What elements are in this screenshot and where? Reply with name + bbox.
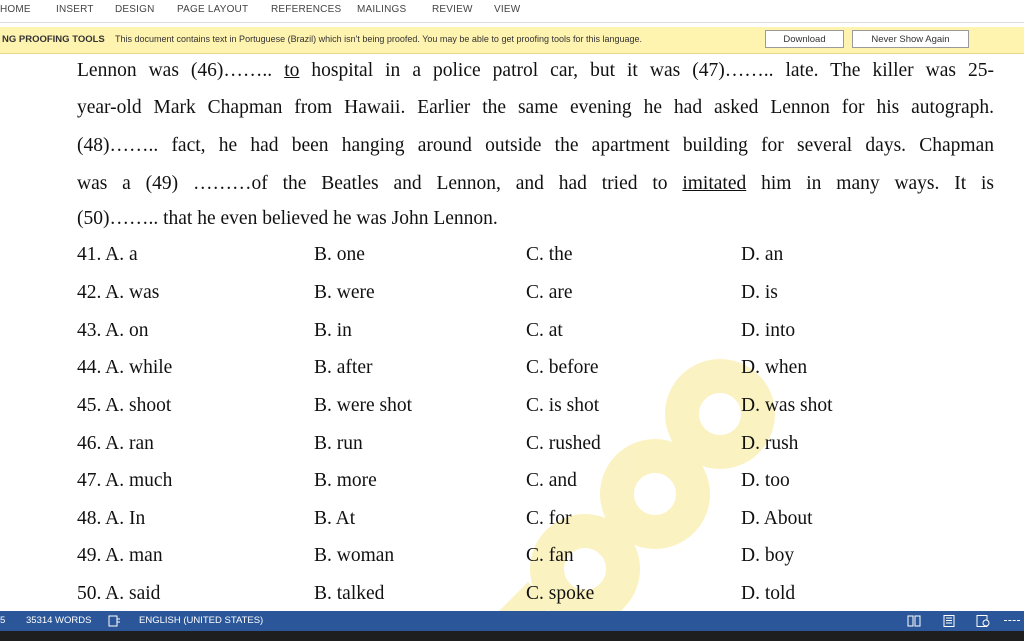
proofing-infobar <box>0 27 1024 54</box>
page-indicator[interactable]: 5 <box>0 615 6 626</box>
option-a: 49. A. man <box>77 545 163 566</box>
tab-review[interactable]: REVIEW <box>432 4 473 15</box>
infobar-title: NG PROOFING TOOLS <box>2 34 105 45</box>
tab-view[interactable]: VIEW <box>494 4 521 15</box>
option-c: C. fan <box>526 545 574 566</box>
never-show-again-button[interactable]: Never Show Again <box>852 30 969 48</box>
option-b: B. more <box>314 470 377 491</box>
option-a: 50. A. said <box>77 583 161 604</box>
option-c: C. before <box>526 357 599 378</box>
tab-page-layout[interactable]: PAGE LAYOUT <box>177 4 249 15</box>
option-d: D. when <box>741 357 808 378</box>
passage-line-1: Lennon was (46)…….. to hospital in a police patrol car, but it was (47)…….. late. The killer was 25- <box>77 60 994 81</box>
option-a: 43. A. on <box>77 320 149 341</box>
option-a: 44. A. while <box>77 357 173 378</box>
tab-mailings[interactable]: MAILINGS <box>357 4 407 15</box>
question-row-43 <box>77 320 997 350</box>
question-row-48 <box>77 508 997 538</box>
option-a: 47. A. much <box>77 470 173 491</box>
passage-line-2: year-old Mark Chapman from Hawaii. Earlier the same evening he had asked Lennon for his autograph. <box>77 97 994 118</box>
option-d: D. an <box>741 244 784 265</box>
option-d: D. boy <box>741 545 795 566</box>
question-row-41 <box>77 244 997 274</box>
option-d: D. was shot <box>741 395 833 416</box>
question-row-50 <box>77 583 997 611</box>
passage-line-5: (50)…….. that he even believed he was John Lennon. <box>77 208 498 229</box>
tab-references[interactable]: REFERENCES <box>271 4 342 15</box>
option-a: 46. A. ran <box>77 433 154 454</box>
taskbar-edge <box>0 631 1024 641</box>
option-b: B. were <box>314 282 375 303</box>
option-c: C. and <box>526 470 577 491</box>
word-count[interactable]: 35314 WORDS <box>26 615 92 626</box>
option-c: C. is shot <box>526 395 600 416</box>
option-b: B. one <box>314 244 365 265</box>
option-d: D. is <box>741 282 778 303</box>
option-d: D. too <box>741 470 790 491</box>
proofing-icon[interactable] <box>108 615 121 627</box>
option-b: B. woman <box>314 545 395 566</box>
download-button[interactable]: Download <box>765 30 844 48</box>
option-c: C. for <box>526 508 572 529</box>
question-row-49 <box>77 545 997 575</box>
option-a: 41. A. a <box>77 244 138 265</box>
option-b: B. were shot <box>314 395 413 416</box>
option-b: B. after <box>314 357 373 378</box>
option-c: C. are <box>526 282 573 303</box>
tab-insert[interactable]: INSERT <box>56 4 94 15</box>
option-d: D. told <box>741 583 796 604</box>
option-c: C. rushed <box>526 433 601 454</box>
option-d: D. rush <box>741 433 799 454</box>
question-row-44 <box>77 357 997 387</box>
language-indicator[interactable]: ENGLISH (UNITED STATES) <box>139 615 264 626</box>
option-a: 45. A. shoot <box>77 395 172 416</box>
option-c: C. the <box>526 244 573 265</box>
option-c: C. at <box>526 320 563 341</box>
ribbon-tabs <box>0 0 1024 23</box>
infobar-message: This document contains text in Portuguese (Brazil) which isn't being proofed. You may be able to get proofing tools for this language. <box>115 34 643 44</box>
passage-line-3: (48)…….. fact, he had been hanging around outside the apartment building for several days. Chapman <box>77 135 994 156</box>
option-b: B. in <box>314 320 352 341</box>
option-d: D. About <box>741 508 813 529</box>
option-b: B. At <box>314 508 356 529</box>
option-c: C. spoke <box>526 583 595 604</box>
tab-design[interactable]: DESIGN <box>115 4 155 15</box>
option-a: 42. A. was <box>77 282 160 303</box>
option-b: B. run <box>314 433 363 454</box>
passage-line-4: was a (49) ………of the Beatles and Lennon, and had tried to imitated him in many ways. It is <box>77 173 994 194</box>
question-row-45 <box>77 395 997 425</box>
zoom-slider[interactable] <box>1004 620 1020 622</box>
web-layout-icon[interactable] <box>976 615 990 627</box>
document-page[interactable] <box>0 54 1024 611</box>
print-layout-icon[interactable] <box>942 615 956 627</box>
question-row-42 <box>77 282 997 312</box>
tab-home[interactable]: HOME <box>0 4 31 15</box>
option-d: D. into <box>741 320 796 341</box>
option-b: B. talked <box>314 583 385 604</box>
question-row-46 <box>77 433 997 463</box>
status-bar <box>0 611 1024 631</box>
option-a: 48. A. In <box>77 508 146 529</box>
read-mode-icon[interactable] <box>907 615 921 627</box>
question-row-47 <box>77 470 997 500</box>
